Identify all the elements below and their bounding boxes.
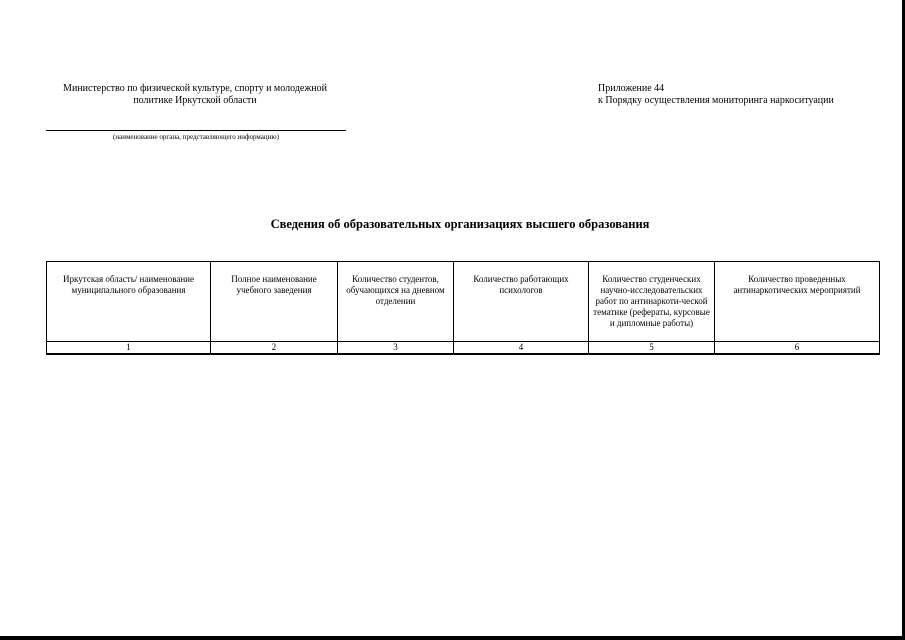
column-header-2: Полное наименование учебного заведения — [211, 262, 338, 342]
appendix-line-1: Приложение 44 — [598, 83, 665, 94]
column-number-6: 6 — [715, 342, 880, 355]
ministry-line-1: Министерство по физической культуре, спорту и молодежной — [63, 83, 327, 94]
column-number-5: 5 — [589, 342, 715, 355]
column-header-5: Количество студенческих научно-исследовательских работ по антинаркоти-ческой тематике (рефераты, курсовые и дипломные работы) — [589, 262, 715, 342]
document-title: Сведения об образовательных организациях высшего образования — [270, 217, 650, 231]
page-edge-bottom — [0, 636, 905, 640]
column-number-3: 3 — [338, 342, 454, 355]
table-header-row — [47, 262, 880, 342]
column-number-row — [47, 342, 880, 355]
column-header-3: Количество студентов, обучающихся на дневном отделении — [338, 262, 454, 342]
ministry-line-2: политике Иркутской области — [133, 95, 257, 106]
column-header-4: Количество работающих психологов — [454, 262, 589, 342]
ministry-name — [40, 83, 350, 107]
column-number-2: 2 — [211, 342, 338, 355]
org-caption: (наименование органа, представляющего информацию) — [113, 133, 279, 141]
appendix-line-2: к Порядку осуществления мониторинга наркоситуации — [598, 95, 834, 106]
org-signature-line — [46, 130, 346, 131]
column-header-6: Количество проведенных антинаркотических мероприятий — [715, 262, 880, 342]
column-header-1: Иркутская область/ наименование муниципального образования — [47, 262, 211, 342]
data-table — [46, 261, 880, 355]
column-number-1: 1 — [47, 342, 211, 355]
column-number-4: 4 — [454, 342, 589, 355]
appendix-note — [598, 83, 878, 107]
